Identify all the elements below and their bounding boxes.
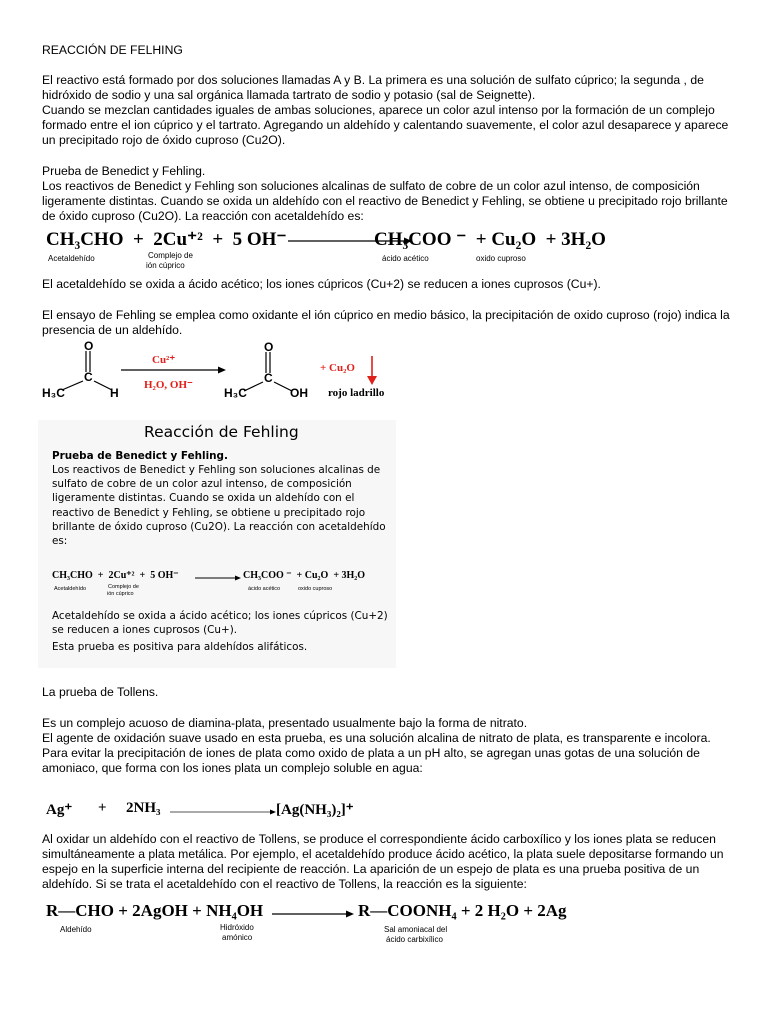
inset-body-text: Los reactivos de Benedict y Fehling son soluciones alcalinas de sulfato de cobre de un color azul intenso, de composición ligeramente distintas. Cuando se oxida un aldehído con el reactivo de Benedict y Fehling, se obtiene u precipitado rojo brillante de óxido cuproso (Cu2O). La reacción con acetaldehído es: [52, 464, 386, 548]
reactant-carbon: C [84, 370, 93, 384]
equation-lhs: CH₃CHO + 2Cu⁺² + 5 OH⁻ [46, 229, 287, 250]
label-complejo-2: ión cúprico [146, 261, 185, 270]
reactant-methyl: H₃C [42, 386, 65, 400]
label-oxido-cuproso: oxido cuproso [476, 254, 526, 263]
document-title: REACCIÓN DE FELHING [42, 43, 183, 57]
reagent-conditions: H₂O, OH⁻ [144, 379, 193, 391]
paragraph-tollens-agente: El agente de oxidación suave usado en esta prueba, es una solución alcalina de nitrato de plata, es transparente e incolora. Para evitar la precipitación de iones de plata como oxido de plata a un pH alto, se agregan unas gotas de una solución de amoniaco, que forma con los iones plata un complejo soluble en agua: [42, 731, 711, 775]
reactant-hydrogen: H [110, 386, 119, 400]
inset-label-oxido: oxido cuproso [298, 586, 333, 592]
equation-tollens [46, 901, 686, 947]
paragraph-mezcla: Cuando se mezclan cantidades iguales de ambas soluciones, aparece un color azul intenso por la formación de un complejo formado entre el ion cúprico y el tartrato. Agregando un aldehído y calentando suavemente, el color azul desaparece y aparece un precipitado rojo de óxido cuproso (Cu2O). [42, 103, 729, 147]
equation-tollens-complex [46, 800, 446, 824]
paragraph-reactivo: El reactivo está formado por dos soluciones llamadas A y B. La primera es una solución de sulfato cúprico; la segunda , de hidróxido de sodio y una sal orgánica llamada tartrato de sodio y potasio (sal de Seignette). [42, 73, 704, 102]
inset-title: Reacción de Fehling [144, 423, 299, 441]
reagent-copper: Cu²⁺ [152, 354, 176, 366]
inset-label-acido: ácido acético [248, 586, 281, 592]
equation3-lhs: R—CHO + 2AgOH + NH₄OH [46, 901, 264, 920]
paragraph-tollens-oxidacion: Al oxidar un aldehído con el reactivo de Tollens, se produce el correspondiente ácido carboxílico y los iones plata se reducen simultáneamente a plata metálica. Por ejemplo, el acetaldehído produce ácido acético, la plata suele depositarse formando un espejo en la superficie interna del recipiente de reacción. La aparición de un espejo de plata es una prueba positiva de un aldehído. Si se trata el acetaldehído con el reactivo de Tollens, la reacción es la siguiente: [42, 832, 724, 891]
product-hydroxyl: OH [290, 386, 308, 400]
reactant-oxygen: O [84, 339, 94, 353]
inset-arrow-icon [195, 575, 241, 581]
equation2-silver: Ag⁺ [46, 802, 73, 818]
inset-after-text: Acetaldehído se oxida a ácido acético; los iones cúpricos (Cu+2) se reducen a iones cuprosos (Cu+). [52, 610, 388, 637]
byproduct-cu2o: + Cu₂O [320, 362, 355, 374]
paragraph-tollens-complejo: Es un complejo acuoso de diamina-plata, presentado usualmente bajo la forma de nitrato. [42, 716, 528, 730]
inset-heading: Prueba de Benedict y Fehling. [52, 450, 228, 462]
label-hidroxido-1: Hidróxido [220, 923, 254, 932]
paragraph-ensayo: El ensayo de Fehling se emplea como oxidante el ión cúprico en medio básico, la precipitación de oxido cuproso (rojo) indica la presencia de un aldehído. [42, 308, 730, 337]
equation2-arrow-icon [170, 809, 276, 815]
benedict-heading: Prueba de Benedict y Fehling. [42, 164, 206, 178]
inset-equation-rhs: CH₃COO ⁻ + Cu₂O + 3H₂O [243, 570, 366, 581]
paragraph-benedict: Los reactivos de Benedict y Fehling son soluciones alcalinas de sulfato de cobre de un color azul intenso, de composición ligeramente distintas. Cuando se oxida un aldehído con el reactivo de Benedict y Fehling, se obtiene u precipitado rojo brillante de óxido cuproso (Cu2O). La reacción con acetaldehído es: [42, 179, 728, 223]
fehling-inset-image [38, 420, 396, 668]
byproduct-label: rojo ladrillo [328, 387, 385, 399]
inset-label-complejo-2: ión cúprico [107, 591, 134, 597]
paragraph-oxidacion: El acetaldehído se oxida a ácido acético; los iones cúpricos (Cu+2) se reducen a iones cuprosos (Cu+). [42, 277, 601, 291]
label-aldehido: Aldehído [60, 925, 92, 934]
label-acetaldehido: Acetaldehído [48, 254, 95, 263]
equation3-arrow-icon [272, 910, 354, 918]
inset-label-acetaldehido: Acetaldehído [54, 586, 87, 592]
label-sal-2: ácido carbixílico [386, 935, 443, 944]
equation2-ammonia: 2NH₃ [126, 800, 161, 816]
equation-rhs: CH₃COO ⁻ + Cu₂O + 3H₂O [374, 229, 606, 250]
inset-positive-text: Esta prueba es positiva para aldehídos alifáticos. [52, 641, 308, 653]
product-carbon: C [264, 371, 273, 385]
inset-equation-lhs: CH₃CHO + 2Cu⁺² + 5 OH⁻ [52, 570, 179, 581]
label-acido-acetico: ácido acético [382, 254, 429, 263]
inset-equation [52, 570, 392, 604]
equation2-complex: [Ag(NH₃)₂]⁺ [276, 802, 354, 818]
reaction-scheme [38, 340, 398, 400]
product-oxygen: O [264, 340, 274, 354]
equation-fehling [46, 228, 726, 278]
label-sal-1: Sal amoniacal del [384, 925, 448, 934]
equation2-plus: + [98, 800, 107, 816]
label-hidroxido-2: amónico [222, 933, 253, 942]
equation3-rhs: R—COONH₄ + 2 H₂O + 2Ag [358, 901, 567, 920]
label-complejo-1: Complejo de [148, 251, 193, 260]
inset-label-complejo-1: Complejo de [108, 584, 139, 590]
arrow-down-icon [367, 376, 377, 385]
tollens-heading: La prueba de Tollens. [42, 685, 159, 699]
product-methyl: H₃C [224, 386, 247, 400]
